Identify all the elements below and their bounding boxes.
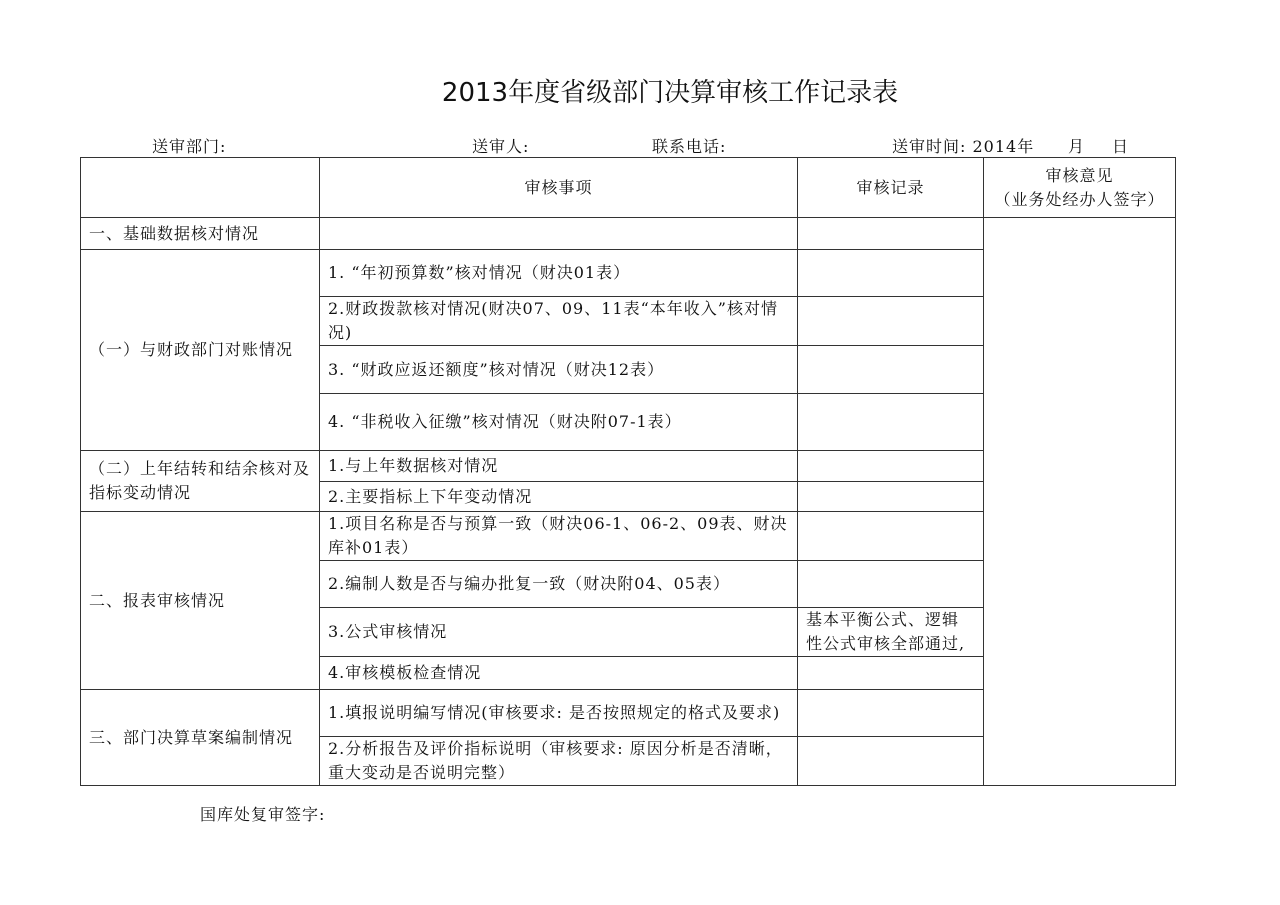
record-cell bbox=[798, 690, 984, 737]
item-s3-1: 1.填报说明编写情况(审核要求: 是否按照规定的格式及要求) bbox=[320, 690, 798, 737]
header-item: 审核事项 bbox=[320, 158, 798, 218]
item-s2-2: 2.编制人数是否与编办批复一致（财决附04、05表） bbox=[320, 561, 798, 608]
opinion-cell bbox=[984, 218, 1176, 786]
record-cell bbox=[798, 218, 984, 250]
record-cell bbox=[798, 657, 984, 690]
item-s1b-2: 2.主要指标上下年变动情况 bbox=[320, 482, 798, 512]
item-cell bbox=[320, 218, 798, 250]
header-opinion-line2: （业务处经办人签字） bbox=[994, 189, 1165, 209]
header-opinion bbox=[984, 158, 1176, 218]
item-s2-3: 3.公式审核情况 bbox=[320, 608, 798, 657]
time-label: 送审时间: 2014年 bbox=[892, 137, 1035, 156]
dept-label: 送审部门: bbox=[152, 137, 227, 156]
record-cell bbox=[798, 394, 984, 451]
day-label: 日 bbox=[1112, 137, 1130, 156]
record-cell bbox=[798, 512, 984, 561]
item-s3-2: 2.分析报告及评价指标说明（审核要求: 原因分析是否清晰，重大变动是否说明完整） bbox=[320, 737, 798, 786]
record-cell bbox=[798, 297, 984, 346]
phone-label: 联系电话: bbox=[652, 137, 727, 156]
section-3: 三、部门决算草案编制情况 bbox=[81, 690, 320, 786]
record-s2-3: 基本平衡公式、逻辑性公式审核全部通过, bbox=[798, 608, 984, 657]
treasury-review-signature-label: 国库处复审签字: bbox=[200, 805, 326, 824]
item-s1a-2: 2.财政拨款核对情况(财决07、09、11表“本年收入”核对情况) bbox=[320, 297, 798, 346]
item-s1a-3: 3. “财政应返还额度”核对情况（财决12表） bbox=[320, 346, 798, 394]
item-s1b-1: 1.与上年数据核对情况 bbox=[320, 451, 798, 482]
page-title: 2013年度省级部门决算审核工作记录表 bbox=[441, 78, 899, 108]
record-cell bbox=[798, 482, 984, 512]
item-s1a-4: 4. “非税收入征缴”核对情况（财决附07-1表） bbox=[320, 394, 798, 451]
record-cell bbox=[798, 737, 984, 786]
header-blank bbox=[81, 158, 320, 218]
item-s1a-1: 1. “年初预算数”核对情况（财决01表） bbox=[320, 250, 798, 297]
item-s2-1: 1.项目名称是否与预算一致（财决06-1、06-2、09表、财决库补01表） bbox=[320, 512, 798, 561]
record-cell bbox=[798, 451, 984, 482]
section-1a: （一）与财政部门对账情况 bbox=[81, 250, 320, 451]
audit-record-table bbox=[80, 157, 1176, 786]
section-1: 一、基础数据核对情况 bbox=[81, 218, 320, 250]
month-label: 月 bbox=[1068, 137, 1086, 156]
item-s2-4: 4.审核模板检查情况 bbox=[320, 657, 798, 690]
record-cell bbox=[798, 346, 984, 394]
person-label: 送审人: bbox=[472, 137, 530, 156]
record-cell bbox=[798, 250, 984, 297]
header-opinion-line1: 审核意见 bbox=[1045, 165, 1114, 185]
section-2: 二、报表审核情况 bbox=[81, 512, 320, 690]
section-1b: （二）上年结转和结余核对及指标变动情况 bbox=[81, 451, 320, 512]
record-cell bbox=[798, 561, 984, 608]
header-record: 审核记录 bbox=[798, 158, 984, 218]
